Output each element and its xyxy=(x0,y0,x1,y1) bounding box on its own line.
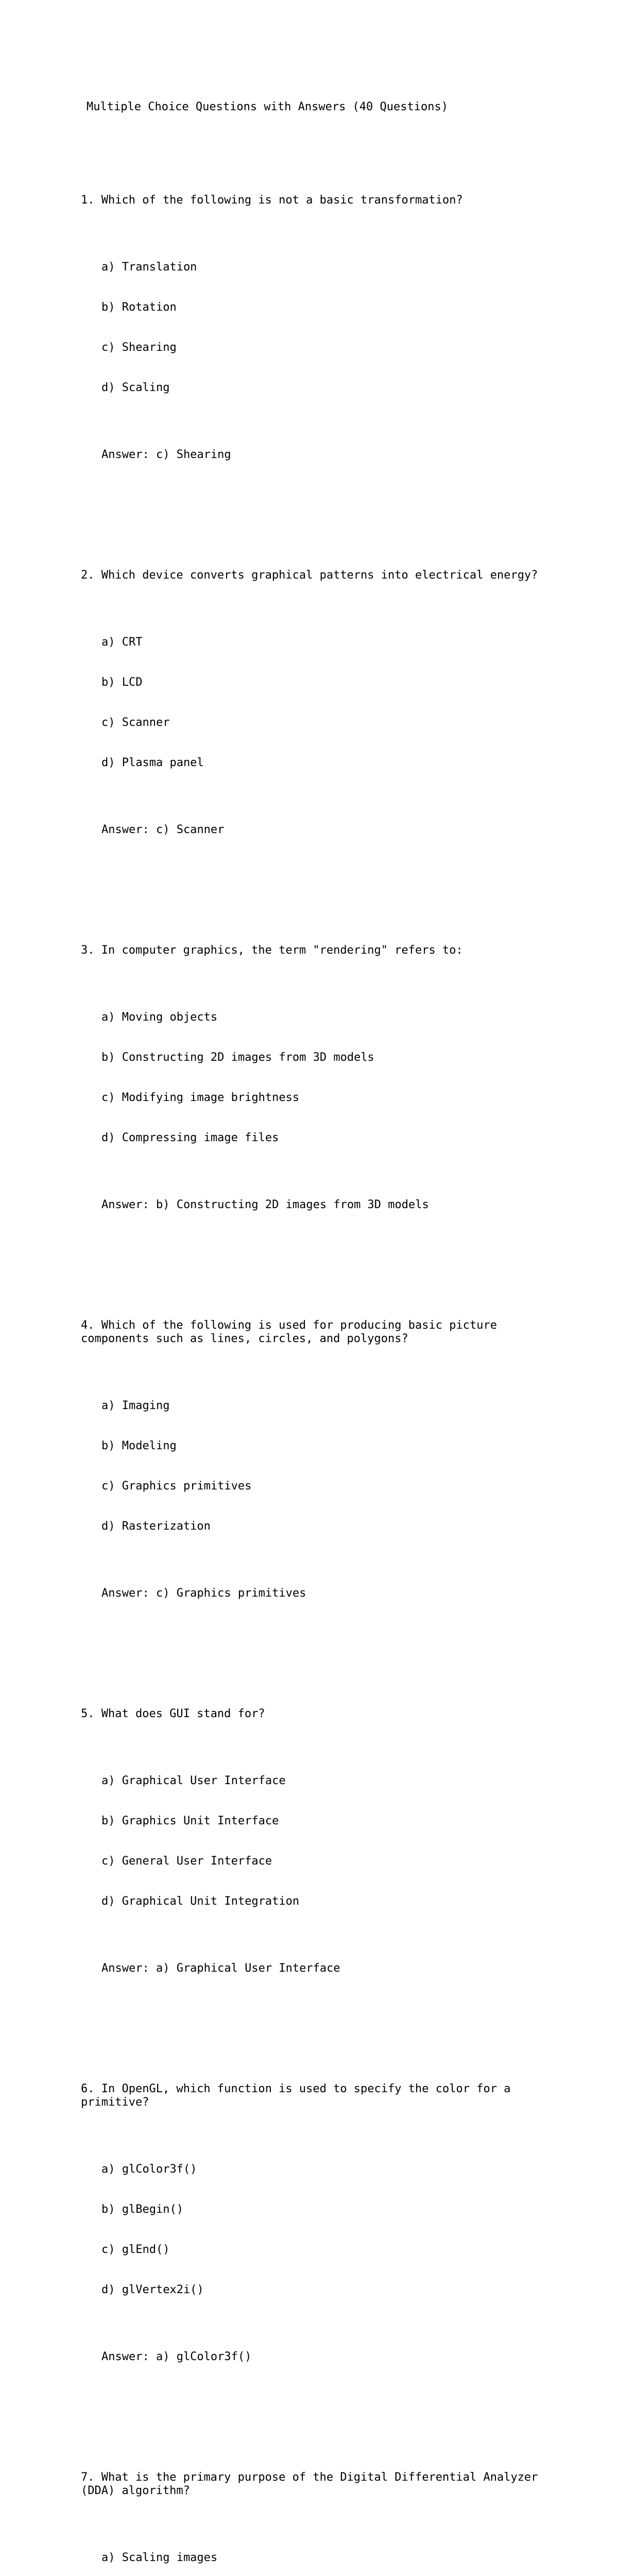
options-list xyxy=(81,1372,596,1560)
question-6 xyxy=(81,2056,596,2391)
option-a: a) CRT xyxy=(101,636,143,649)
option-a: a) Translation xyxy=(101,261,197,274)
option-c: c) General User Interface xyxy=(101,1855,272,1868)
option-a: a) Scaling images xyxy=(101,2551,218,2564)
question-2 xyxy=(81,542,596,863)
options-list xyxy=(81,2136,596,2324)
question-3 xyxy=(81,917,596,1239)
option-c: c) Graphics primitives xyxy=(101,1480,252,1493)
option-b: b) glBegin() xyxy=(101,2203,183,2216)
question-5 xyxy=(81,1681,596,2002)
options-list xyxy=(81,234,596,421)
option-d: d) Scaling xyxy=(101,381,170,394)
question-4 xyxy=(81,1292,596,1627)
question-text: 6. In OpenGL, which function is used to specify the color for a primitive? xyxy=(81,2082,511,2109)
option-c: c) Scanner xyxy=(101,716,170,729)
question-text: 7. What is the primary purpose of the Digital Differential Analyzer (DDA) algorithm? xyxy=(81,2471,538,2497)
question-1 xyxy=(81,167,596,488)
answer-line: Answer: a) glColor3f() xyxy=(101,2350,252,2363)
option-b: b) LCD xyxy=(101,676,143,689)
option-d: d) Compressing image files xyxy=(101,1131,279,1144)
document-content xyxy=(81,74,596,2576)
question-text: 1. Which of the following is not a basic transformation? xyxy=(81,194,463,207)
option-a: a) Moving objects xyxy=(101,1011,218,1024)
option-b: b) Rotation xyxy=(101,301,177,314)
options-list xyxy=(81,2524,596,2576)
options-list xyxy=(81,609,596,796)
option-a: a) Imaging xyxy=(101,1399,170,1412)
question-7 xyxy=(81,2444,596,2576)
answer-line: Answer: c) Shearing xyxy=(101,448,231,461)
option-c: c) Modifying image brightness xyxy=(101,1091,300,1104)
option-d: d) Rasterization xyxy=(101,1520,211,1533)
question-text: 5. What does GUI stand for? xyxy=(81,1707,265,1720)
question-text: 3. In computer graphics, the term "rendering" refers to: xyxy=(81,944,463,957)
option-d: d) glVertex2i() xyxy=(101,2283,204,2296)
answer-line: Answer: c) Scanner xyxy=(101,823,225,836)
options-list xyxy=(81,1748,596,1935)
option-c: c) Shearing xyxy=(101,341,177,354)
question-text: 4. Which of the following is used for producing basic picture components such as lines, circles, and polygons? xyxy=(81,1319,497,1345)
option-d: d) Graphical Unit Integration xyxy=(101,1895,300,1908)
option-b: b) Constructing 2D images from 3D models xyxy=(101,1051,374,1064)
option-b: b) Modeling xyxy=(101,1439,177,1452)
options-list xyxy=(81,984,596,1172)
option-a: a) glColor3f() xyxy=(101,2163,197,2176)
option-b: b) Graphics Unit Interface xyxy=(101,1815,279,1827)
question-text: 2. Which device converts graphical patterns into electrical energy? xyxy=(81,569,538,582)
option-d: d) Plasma panel xyxy=(101,756,204,769)
option-c: c) glEnd() xyxy=(101,2243,170,2256)
option-a: a) Graphical User Interface xyxy=(101,1774,286,1787)
answer-line: Answer: c) Graphics primitives xyxy=(101,1587,306,1600)
document-title: Multiple Choice Questions with Answers (40 Questions) xyxy=(87,100,448,113)
answer-line: Answer: a) Graphical User Interface xyxy=(101,1962,340,1975)
answer-line: Answer: b) Constructing 2D images from 3D models xyxy=(101,1198,429,1211)
